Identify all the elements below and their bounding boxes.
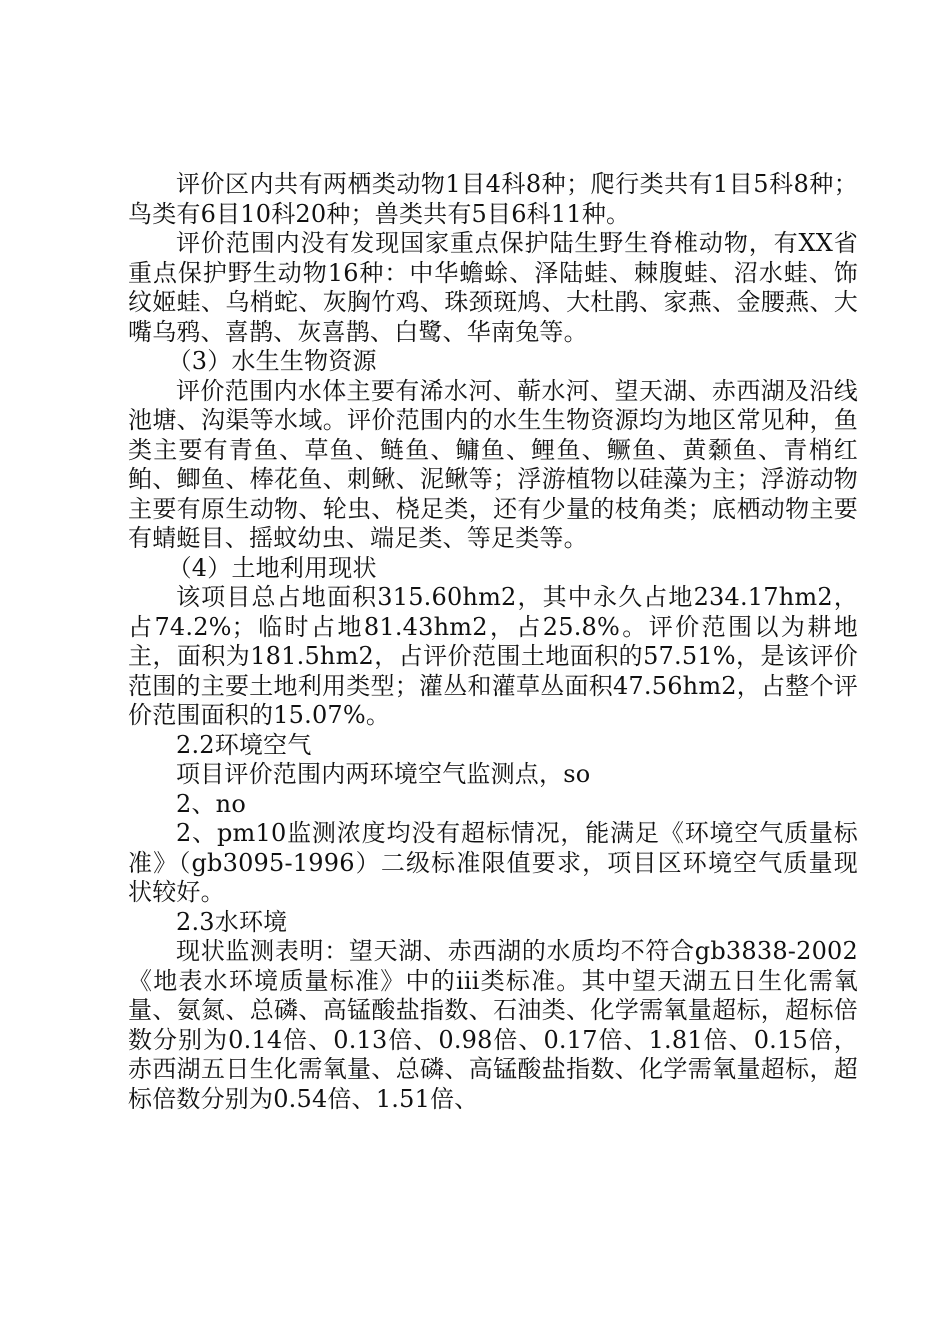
document-body xyxy=(128,170,858,1114)
paragraph-air-no2: 2、no xyxy=(176,789,246,818)
section-heading-water-environment: 2.3水环境 xyxy=(176,907,288,936)
paragraph-air-pm10: 2、pm10监测浓度均没有超标情况，能满足《环境空气质量标准》（gb3095-1996）二级标准限值要求，项目区环境空气质量现状较好。 xyxy=(128,819,858,906)
paragraph-air-monitoring-points: 项目评价范围内两环境空气监测点，so xyxy=(176,760,591,788)
section-heading-aquatic-resources: （3）水生生物资源 xyxy=(167,347,377,375)
paragraph-land-use: 该项目总占地面积315.60hm2，其中永久占地234.17hm2，占74.2%；临时占地81.43hm2，占25.8%。评价范围以为耕地主，面积为181.5hm2，占评价范围土地面积的57.51%，是该评价范围的主要土地利用类型；灌丛和灌草丛面积47.56hm2，占整个评价范围面积的15.07%。 xyxy=(128,583,858,729)
paragraph-aquatic-resources: 评价范围内水体主要有浠水河、蕲水河、望天湖、赤西湖及沿线池塘、沟渠等水域。评价范围内的水生生物资源均为地区常见种，鱼类主要有青鱼、草鱼、鲢鱼、鳙鱼、鲤鱼、鳜鱼、黄颡鱼、青梢红鲌、鲫鱼、棒花鱼、刺鳅、泥鳅等；浮游植物以硅藻为主；浮游动物主要有原生动物、轮虫、桡足类，还有少量的枝角类；底栖动物主要有蜻蜓目、摇蚊幼虫、端足类、等足类等。 xyxy=(128,376,858,552)
section-heading-ambient-air: 2.2环境空气 xyxy=(176,730,312,759)
paragraph-water-monitoring: 现状监测表明：望天湖、赤西湖的水质均不符合gb3838-2002《地表水环境质量标准》中的iii类标准。其中望天湖五日生化需氧量、氨氮、总磷、高锰酸盐指数、石油类、化学需氧量超标，超标倍数分别为0.14倍、0.13倍、0.98倍、0.17倍、1.81倍、0.15倍，赤西湖五日生化需氧量、总磷、高锰酸盐指数、化学需氧量超标，超标倍数分别为0.54倍、1.51倍、 xyxy=(128,937,858,1113)
section-heading-land-use: （4）土地利用现状 xyxy=(167,553,377,582)
paragraph-protected-wildlife: 评价范围内没有发现国家重点保护陆生野生脊椎动物，有XX省重点保护野生动物16种：中华蟾蜍、泽陆蛙、棘腹蛙、沼水蛙、饰纹姬蛙、乌梢蛇、灰胸竹鸡、珠颈斑鸠、大杜鹃、家燕、金腰燕、大嘴乌鸦、喜鹊、灰喜鹊、白鹭、华南兔等。 xyxy=(128,229,858,346)
paragraph-amphibians-reptiles-birds: 评价区内共有两栖类动物1目4科8种；爬行类共有1目5科8种；鸟类有6目10科20种；兽类共有5目6科11种。 xyxy=(128,170,858,228)
